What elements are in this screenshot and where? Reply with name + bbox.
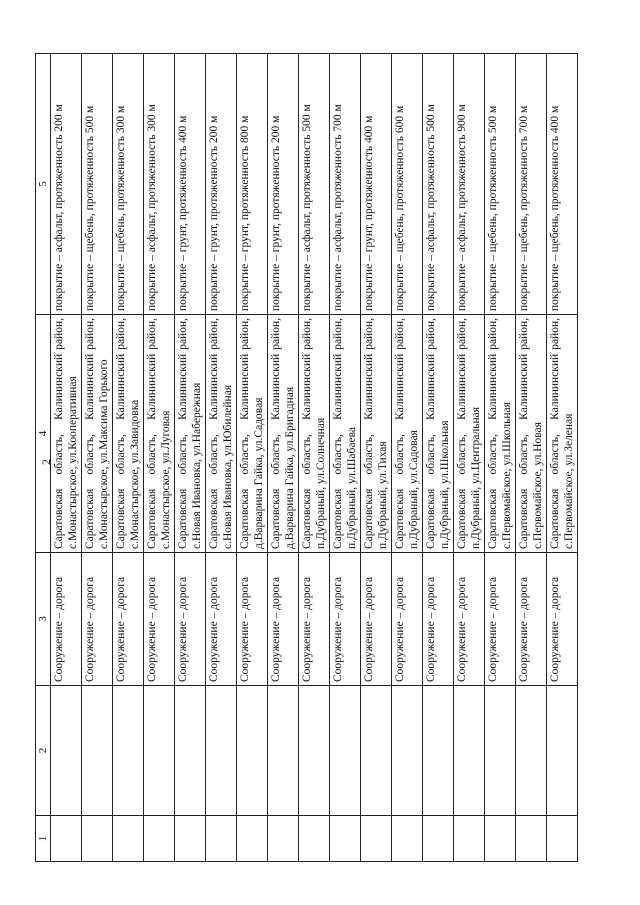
cell-number (392, 816, 423, 862)
cell-address (516, 315, 547, 553)
address-locality: п.Дубраный, ул.Школьная (439, 420, 451, 549)
table-body (51, 54, 578, 862)
table-row (485, 54, 516, 862)
address-district: район, (239, 318, 251, 350)
cell-address (237, 315, 268, 553)
cell-characteristics: покрытие – щебень, протяженность 400 м (547, 54, 578, 315)
address-region: Саратовская область, Калининский (239, 353, 251, 549)
table-row (547, 54, 578, 862)
table-row (330, 54, 361, 862)
address-locality: п.Дубраный, ул.Шабаева (346, 427, 358, 549)
address-locality: с.Первомайское, ул.Зеленая (563, 413, 575, 549)
table-row (113, 54, 144, 862)
cell-characteristics: покрытие – асфальт, протяженность 300 м (144, 54, 175, 315)
address-locality: д.Варварина Гайка, ул.Садовая (253, 397, 265, 549)
cell-characteristics: покрытие – щебень, протяженность 300 м (113, 54, 144, 315)
cell-col-2 (82, 686, 113, 816)
address-region: Саратовская область, Калининский (270, 353, 282, 549)
cell-address (392, 315, 423, 553)
address-region: Саратовская область, Калининский (84, 353, 96, 549)
cell-number (268, 816, 299, 862)
header-col-2: 2 (36, 686, 51, 816)
cell-characteristics: покрытие – грунт, протяженность 200 м (268, 54, 299, 315)
cell-characteristics: покрытие – грунт, протяженность 400 м (175, 54, 206, 315)
cell-object-name: Сооружение – дорога (82, 553, 113, 686)
cell-object-name: Сооружение – дорога (330, 553, 361, 686)
address-district: район, (332, 318, 344, 350)
cell-address (454, 315, 485, 553)
cell-characteristics: покрытие – грунт, протяженность 800 м (237, 54, 268, 315)
address-district: район, (177, 318, 189, 350)
cell-number (299, 816, 330, 862)
cell-address (485, 315, 516, 553)
table-row (268, 54, 299, 862)
cell-address (361, 315, 392, 553)
address-region: Саратовская область, Калининский (115, 353, 127, 549)
cell-address (423, 315, 454, 553)
cell-object-name: Сооружение – дорога (361, 553, 392, 686)
cell-number (237, 816, 268, 862)
address-locality: д.Варварина Гайка, ул.Бригадная (284, 386, 296, 549)
cell-characteristics: покрытие – асфальт, протяженность 700 м (330, 54, 361, 315)
table-row (237, 54, 268, 862)
cell-characteristics: покрытие – грунт, протяженность 400 м (361, 54, 392, 315)
cell-address (206, 315, 237, 553)
address-region: Саратовская область, Калининский (518, 353, 530, 549)
address-region: Саратовская область, Калининский (53, 353, 65, 549)
table-row (299, 54, 330, 862)
cell-object-name: Сооружение – дорога (51, 553, 82, 686)
cell-object-name: Сооружение – дорога (144, 553, 175, 686)
cell-col-2 (206, 686, 237, 816)
cell-col-2 (51, 686, 82, 816)
cell-object-name: Сооружение – дорога (299, 553, 330, 686)
page-number: 2 (39, 459, 53, 465)
address-district: район, (115, 318, 127, 350)
cell-col-2 (175, 686, 206, 816)
address-district: район, (146, 318, 158, 350)
address-locality: п.Дубраный, ул.Садовая (408, 430, 420, 549)
cell-number (330, 816, 361, 862)
cell-characteristics: покрытие – щебень, протяженность 600 м (392, 54, 423, 315)
cell-col-2 (361, 686, 392, 816)
cell-address (547, 315, 578, 553)
cell-col-2 (454, 686, 485, 816)
cell-object-name: Сооружение – дорога (392, 553, 423, 686)
address-locality: с.Первомайское, ул.Школьная (501, 402, 513, 549)
cell-number (113, 816, 144, 862)
address-district: район, (208, 318, 220, 350)
cell-number (206, 816, 237, 862)
address-locality: с.Монастырское, ул.Завидовка (129, 399, 141, 549)
cell-col-2 (299, 686, 330, 816)
address-district: район, (394, 318, 406, 350)
address-district: район, (301, 318, 313, 350)
cell-object-name: Сооружение – дорога (113, 553, 144, 686)
address-region: Саратовская область, Калининский (301, 353, 313, 549)
cell-col-2 (113, 686, 144, 816)
cell-number (547, 816, 578, 862)
address-locality: с.Первомайское, ул.Новая (532, 422, 544, 549)
address-region: Саратовская область, Калининский (394, 353, 406, 549)
address-locality: п.Дубраный, ул.Центральная (470, 406, 482, 549)
table-row (423, 54, 454, 862)
cell-characteristics: покрытие – асфальт, протяженность 500 м (423, 54, 454, 315)
cell-characteristics: покрытие – асфальт, протяженность 500 м (299, 54, 330, 315)
cell-object-name: Сооружение – дорога (237, 553, 268, 686)
cell-col-2 (268, 686, 299, 816)
cell-object-name: Сооружение – дорога (485, 553, 516, 686)
address-locality: п.Дубраный, ул.Тихая (377, 441, 389, 549)
table-row (454, 54, 485, 862)
cell-address (144, 315, 175, 553)
cell-col-2 (547, 686, 578, 816)
address-region: Саратовская область, Калининский (146, 353, 158, 549)
cell-object-name: Сооружение – дорога (423, 553, 454, 686)
header-col-5: 5 (36, 54, 51, 315)
cell-number (144, 816, 175, 862)
address-district: район, (425, 318, 437, 350)
address-locality: с.Новая Ивановка, ул.Юбилейная (222, 384, 234, 549)
cell-address (175, 315, 206, 553)
cell-address (51, 315, 82, 553)
cell-characteristics: покрытие – щебень, протяженность 500 м (82, 54, 113, 315)
address-district: район, (363, 318, 375, 350)
cell-address (113, 315, 144, 553)
address-region: Саратовская область, Калининский (456, 353, 468, 549)
table-row (144, 54, 175, 862)
table-row (361, 54, 392, 862)
cell-object-name: Сооружение – дорога (454, 553, 485, 686)
cell-address (82, 315, 113, 553)
address-district: район, (487, 318, 499, 350)
cell-object-name: Сооружение – дорога (516, 553, 547, 686)
address-district: район, (84, 318, 96, 350)
cell-number (454, 816, 485, 862)
cell-object-name: Сооружение – дорога (175, 553, 206, 686)
address-region: Саратовская область, Калининский (425, 353, 437, 549)
cell-col-2 (330, 686, 361, 816)
address-region: Саратовская область, Калининский (487, 353, 499, 549)
cell-col-2 (485, 686, 516, 816)
cell-address (268, 315, 299, 553)
rotated-table-container (35, 54, 605, 862)
cell-number (82, 816, 113, 862)
address-district: район, (53, 318, 65, 350)
cell-characteristics: покрытие – щебень, протяженность 700 м (516, 54, 547, 315)
cell-col-2 (516, 686, 547, 816)
cell-col-2 (144, 686, 175, 816)
address-region: Саратовская область, Калининский (208, 353, 220, 549)
address-district: район, (456, 318, 468, 350)
table-row (82, 54, 113, 862)
cell-number (485, 816, 516, 862)
address-region: Саратовская область, Калининский (549, 353, 561, 549)
cell-col-2 (423, 686, 454, 816)
table-row (51, 54, 82, 862)
table-row (516, 54, 547, 862)
address-region: Саратовская область, Калининский (332, 353, 344, 549)
address-district: район, (518, 318, 530, 350)
cell-number (51, 816, 82, 862)
cell-number (423, 816, 454, 862)
cell-object-name: Сооружение – дорога (206, 553, 237, 686)
cell-characteristics: покрытие – грунт, протяженность 200 м (206, 54, 237, 315)
address-district: район, (270, 318, 282, 350)
address-locality: с.Новая Ивановка, ул.Набережная (191, 382, 203, 549)
cell-number (175, 816, 206, 862)
header-col-4: 4 (36, 315, 51, 553)
cell-address (299, 315, 330, 553)
cell-object-name: Сооружение – дорога (268, 553, 299, 686)
cell-col-2 (392, 686, 423, 816)
address-region: Саратовская область, Калининский (363, 353, 375, 549)
header-col-3: 3 (36, 553, 51, 686)
cell-number (361, 816, 392, 862)
table-row (206, 54, 237, 862)
cell-characteristics: покрытие – щебень, протяженность 500 м (485, 54, 516, 315)
table-header-row (36, 54, 51, 862)
cell-address (330, 315, 361, 553)
cell-characteristics: покрытие – асфальт, протяженность 900 м (454, 54, 485, 315)
address-region: Саратовская область, Калининский (177, 353, 189, 549)
cell-characteristics: покрытие – асфальт, протяженность 200 м (51, 54, 82, 315)
cell-number (516, 816, 547, 862)
cell-col-2 (237, 686, 268, 816)
address-locality: с.Монастырское, ул.Кооперативная (67, 376, 79, 549)
header-col-1: 1 (36, 816, 51, 862)
address-locality: п.Дубраный, ул.Солнечная (315, 417, 327, 549)
table-row (175, 54, 206, 862)
address-locality: с.Монастырское, ул.Луговая (160, 410, 172, 549)
cell-object-name: Сооружение – дорога (547, 553, 578, 686)
table-row (392, 54, 423, 862)
address-locality: с.Монастырское, ул.Максима Горького (98, 359, 110, 549)
objects-table (35, 53, 578, 862)
address-district: район, (549, 318, 561, 350)
